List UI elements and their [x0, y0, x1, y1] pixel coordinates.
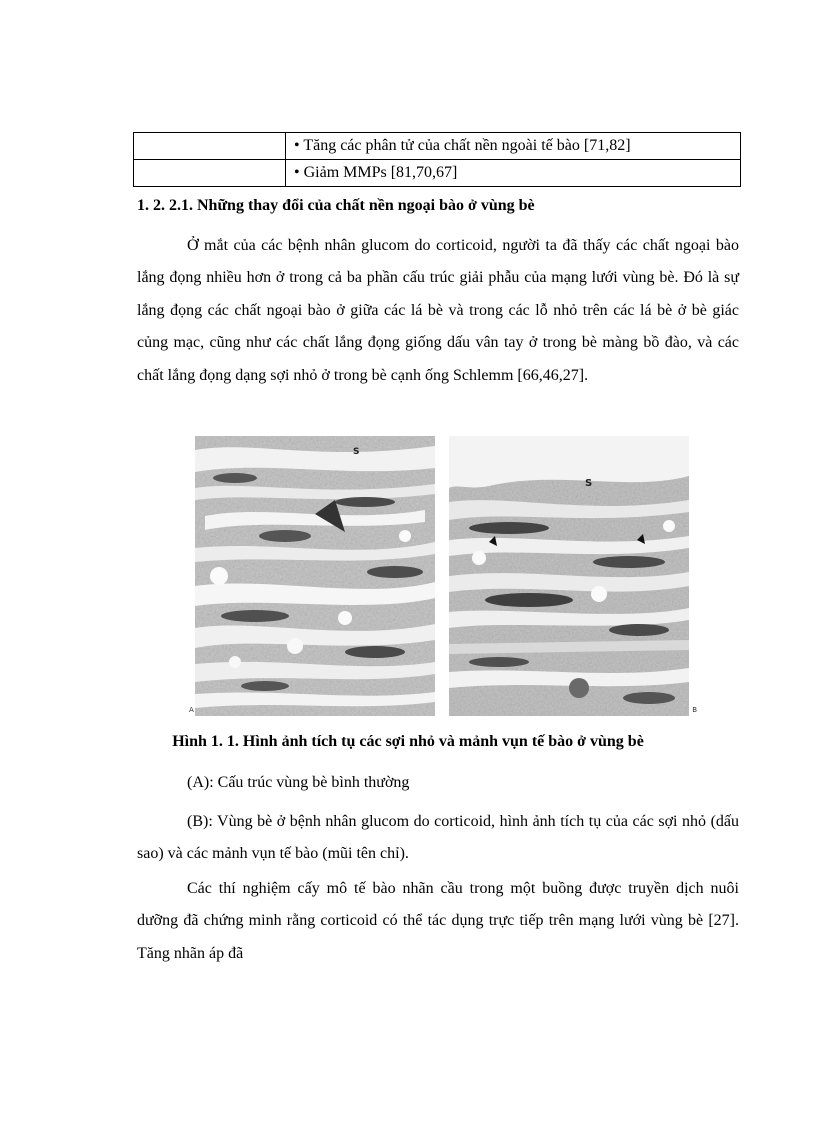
panel-label-b: B	[692, 706, 697, 714]
panel-label-a: A	[189, 706, 194, 714]
micrograph-b	[449, 436, 697, 716]
table-cell-empty	[134, 133, 286, 160]
schlemm-marker-a: S	[353, 447, 360, 457]
paragraph: Ở mắt của các bệnh nhân glucom do corticoid, người ta đã thấy các chất ngoại bào lắng đọng nhiều hơn ở trong cả ba phần cấu trúc giải phẫu của mạng lưới vùng bè. Đó là sự lắng đọng các chất ngoại bào ở giữa các lá bè và trong các lỗ nhỏ trên các lá bè ở bè giác củng mạc, cũng như các chất lắng đọng giống dấu vân tay ở trong bè màng bồ đào, và các chất lắng đọng dạng sợi nhỏ ở trong bè cạnh ống Schlemm [66,46,27].	[137, 237, 739, 384]
micrograph-a	[189, 436, 435, 716]
paragraph: Các thí nghiệm cấy mô tế bào nhãn cầu trong một buồng được truyền dịch nuôi dưỡng đã chứng minh rằng corticoid có thể tác dụng trực tiếp trên mạng lưới vùng bè [27]. Tăng nhãn áp đã	[137, 880, 739, 962]
schlemm-marker-b: S	[585, 478, 593, 489]
figure-legend-b: (B): Vùng bè ở bệnh nhân glucom do corticoid, hình ảnh tích tụ của các sợi nhỏ (dấu sao) và các mảnh vụn tế bào (mũi tên chỉ).	[137, 813, 739, 863]
figure-caption: Hình 1. 1. Hình ảnh tích tụ các sợi nhỏ và mảnh vụn tế bào ở vùng bè	[172, 733, 644, 750]
figure-legend-a: (A): Cấu trúc vùng bè bình thường	[187, 774, 410, 791]
table-cell: • Giảm MMPs [81,70,67]	[286, 160, 741, 187]
table-cell-empty	[134, 160, 286, 187]
summary-table	[133, 132, 741, 187]
table-row	[134, 133, 741, 160]
table-row	[134, 160, 741, 187]
table-cell: • Tăng các phân tử của chất nền ngoài tế bào [71,82]	[286, 133, 741, 160]
section-heading: 1. 2. 2.1. Những thay đổi của chất nền ngoại bào ở vùng bè	[137, 197, 535, 214]
